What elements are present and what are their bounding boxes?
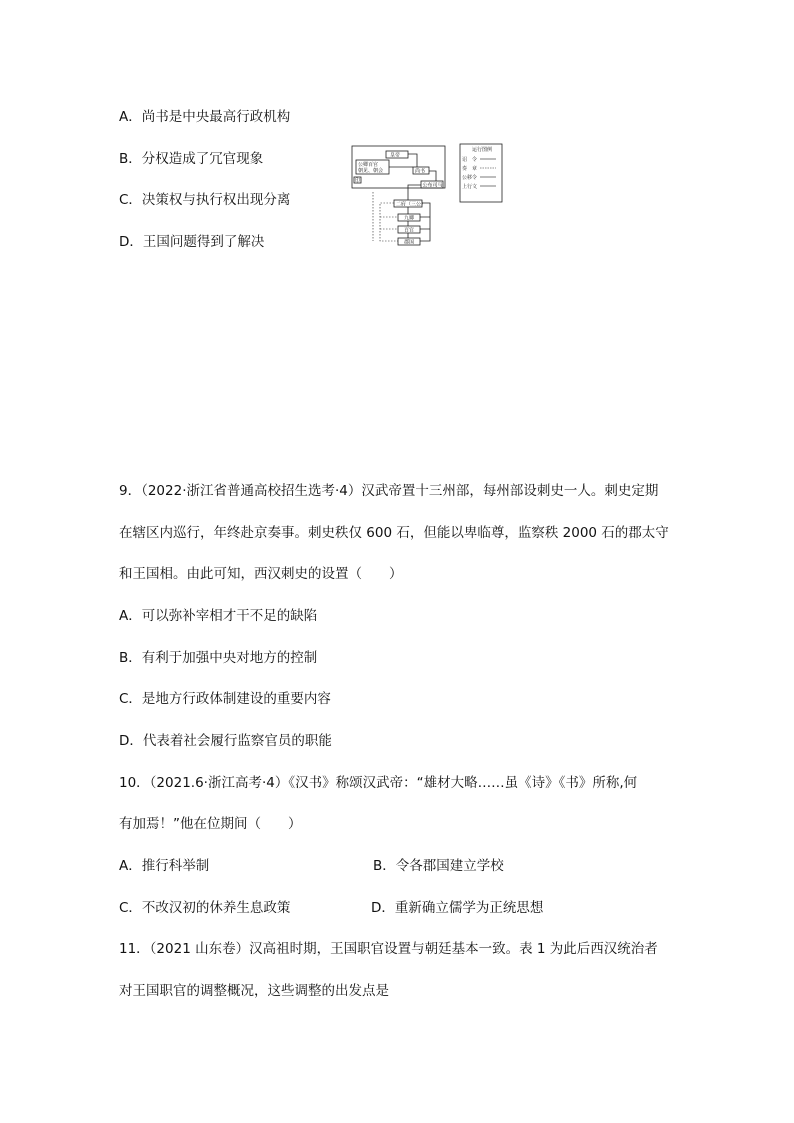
q9-option-a: A．可以弥补宰相才干不足的缺陷 <box>119 608 318 624</box>
han-government-diagram <box>350 140 505 250</box>
diagram-legend-item-1: 诏 令 <box>462 157 478 163</box>
diagram-lower-label-2: 九卿 <box>404 215 415 222</box>
q10-option-d: D．重新确立儒学为正统思想 <box>371 900 544 916</box>
diagram-legend-item-2: 奏 章 <box>462 166 478 172</box>
diagram-legend-item-3: 公移令 <box>462 175 478 181</box>
q11-stem-line-1: 11．（2021 山东卷）汉高祖时期，王国职官设置与朝廷基本一致。表 1 为此后西汉统治者 <box>119 941 658 957</box>
q8-option-b: B．分权造成了冗官现象 <box>119 151 264 167</box>
diagram-left-label-2: 朝见、朝会 <box>358 168 384 174</box>
q9-option-c: C．是地方行政体制建设的重要内容 <box>119 691 331 707</box>
diagram-lower-label-1: 二府（三公） <box>396 201 427 208</box>
diagram-lower-label-4: 郡国 <box>404 239 415 246</box>
diagram-mid-label: 公布司马 <box>422 182 443 189</box>
diagram-small-label: 印 <box>355 177 361 184</box>
q9-stem-line-1: 9．（2022·浙江省普通高校招生选考·4）汉武帝置十三州部，每州部设刺史一人。刺史定期 <box>119 483 659 499</box>
diagram-top-label: 皇帝 <box>390 152 401 159</box>
q11-stem-line-2: 对王国职官的调整概况，这些调整的出发点是 <box>119 983 389 999</box>
q9-option-d: D．代表着社会履行监察官员的职能 <box>119 733 332 749</box>
diagram-legend-item-4: 上行文 <box>462 184 478 190</box>
q8-option-d: D．王国问题得到了解决 <box>119 234 265 250</box>
diagram-left-label-1: 公卿百官 <box>358 162 379 168</box>
q10-option-b: B．令各郡国建立学校 <box>373 858 504 874</box>
diagram-right-label: 尚书 <box>415 168 426 175</box>
q8-option-a: A．尚书是中央最高行政机构 <box>119 109 291 125</box>
q9-stem-line-2: 在辖区内巡行，年终赴京奏事。刺史秩仅 600 石，但能以卑临尊，监察秩 2000 石的郡太守 <box>119 525 669 541</box>
q10-stem-line-2: 有加焉！”他在位期间（ ） <box>119 816 302 832</box>
q9-stem-line-3: 和王国相。由此可知，西汉刺史的设置（ ） <box>119 566 403 582</box>
q10-stem-line-1: 10．（2021.6·浙江高考·4）《汉书》称颂汉武帝：“雄材大略……虽《诗》《书》所称,何 <box>119 775 638 791</box>
q9-option-b: B．有利于加强中央对地方的控制 <box>119 650 318 666</box>
diagram-legend-title: 运行图例 <box>472 147 493 153</box>
q10-option-c: C．不改汉初的休养生息政策 <box>119 900 291 916</box>
q8-option-c: C．决策权与执行权出现分离 <box>119 192 291 208</box>
diagram-lower-label-3: 百官 <box>404 227 415 234</box>
q10-option-a: A．推行科举制 <box>119 858 210 874</box>
